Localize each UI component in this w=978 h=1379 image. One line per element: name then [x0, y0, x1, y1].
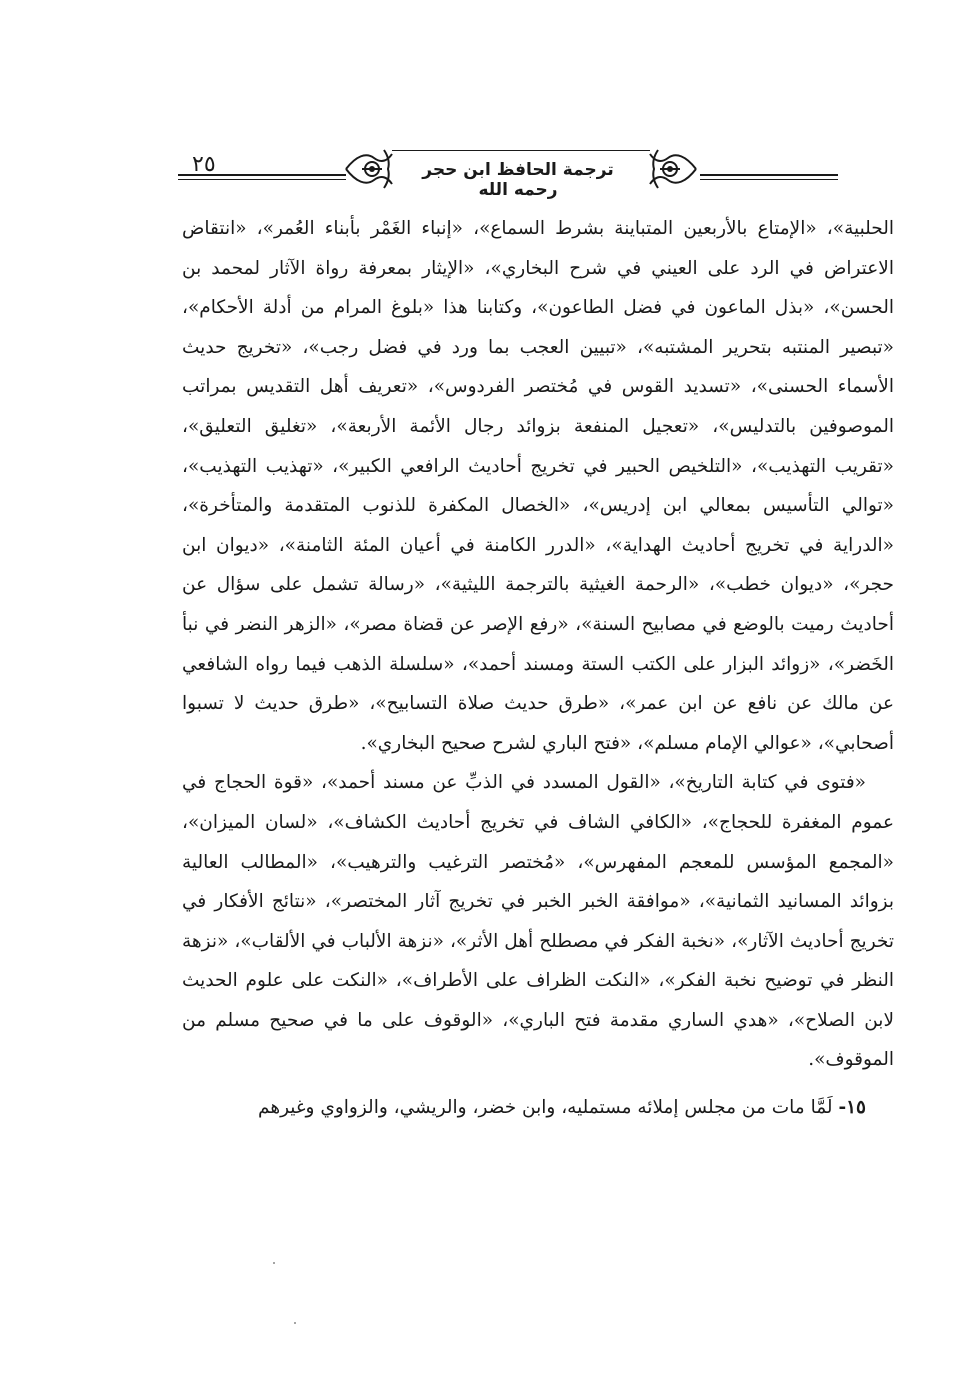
paragraph-works-list-2: «فتوى في كتابة التاريخ»، «القول المسدد في الذبِّ عن مسند أحمد»، «قوة الحجاج في عموم المغفرة للحجاج»، «الكافي الشاف في تخريج أحاديث الكشاف»، «لسان الميزان»، «المجمع المؤسس للمعجم المفهرس»، «مُختصر الترغيب والترهيب»، «المطالب العالية بزوائد المسانيد الثمانية»، «موافقة الخبر الخبر في تخريج آثار المختصر»، «نتائج الأفكار في تخريج أحاديث الآثار»، «نخبة الفكر في مصطلح أهل الأثر»، «نزهة الألباب في الألقاب»، «نزهة النظر في توضيح نخبة الفكر»، «النكت الظراف على الأطراف»، «النكت على علوم الحديث لابن الصلاح»، «هدي الساري مقدمة فتح الباري»، «الوقوف على ما في صحيح مسلم من الموقوف». [182, 772, 894, 1071]
scan-speck [294, 1322, 296, 1324]
page-number: ٢٥ [192, 152, 216, 177]
item-text: لَمَّا مات من مجلس إملائه مستمليه، وابن خضر، والريشي، والزواوي وغيرهم [258, 1097, 833, 1119]
header-rule-left-thin [178, 179, 346, 180]
left-ornament-icon [344, 146, 394, 192]
paragraph-works-list-1: الحلبية»، «الإمتاع بالأربعين المتباينة بشرط السماع»، «إنباء الغَمْر بأبناء العُمر»، «انتقاض الاعتراض في الرد على العيني في شرح البخاري»، «الإيثار بمعرفة رواة الآثار لمحمد بن الحسن»، «بذل الماعون في فضل الطاعون»، وكتابنا هذا «بلوغ المرام من أدلة الأحكام»، «تبصير المنتبه بتحرير المشتبه»، «تبيين العجب بما ورد في فضل رجب»، «تخريج حديث الأسماء الحسنى»، «تسديد القوس في مُختصر الفردوس»، «تعريف أهل التقديس بمراتب الموصوفين بالتدليس»، «تعجيل المنفعة بزوائد رجال الأئمة الأربعة»، «تغليق التعليق»، «تقريب التهذيب»، «التلخيص الحبير في تخريج أحاديث الرافعي الكبير»، «تهذيب التهذيب»، «توالي التأسيس بمعالي ابن إدريس»، «الخصال المكفرة للذنوب المتقدمة والمتأخرة»، «الدراية في تخريج أحاديث الهداية»، «الدرر الكامنة في أعيان المئة الثامنة»، «ديوان ابن حجر»، «ديوان خطب»، «الرحمة الغيثية بالترجمة الليثية»، «رسالة تشمل على سؤال عن أحاديث رميت بالوضع في مصابيح السنة»، «رفع الإصر عن قضاة مصر»، «الزهر النضر في نبأ الخَضر»، «زوائد البزار على الكتب الستة ومسند أحمد»، «سلسلة الذهب فيما رواه الشافعي عن مالك عن نافع عن ابن عمر»، «طرق حديث صلاة التسابيح»، «طرق حديث لا تسبوا أصحابي»، «عوالي الإمام مسلم»، «فتح الباري لشرح صحيح البخاري». [182, 218, 894, 754]
page-body [182, 209, 894, 1128]
header-rule-right [700, 174, 838, 176]
page-header [178, 140, 838, 200]
item-number: ١٥- [838, 1097, 866, 1119]
paragraph-item-15 [182, 1088, 894, 1128]
running-title: ترجمة الحافظ ابن حجر رحمه الله [422, 160, 614, 200]
header-top-line [392, 150, 650, 151]
header-rule-right-thin [700, 179, 838, 180]
header-rule-left [178, 174, 346, 176]
right-ornament-icon [648, 146, 698, 192]
scan-speck [273, 1262, 275, 1264]
